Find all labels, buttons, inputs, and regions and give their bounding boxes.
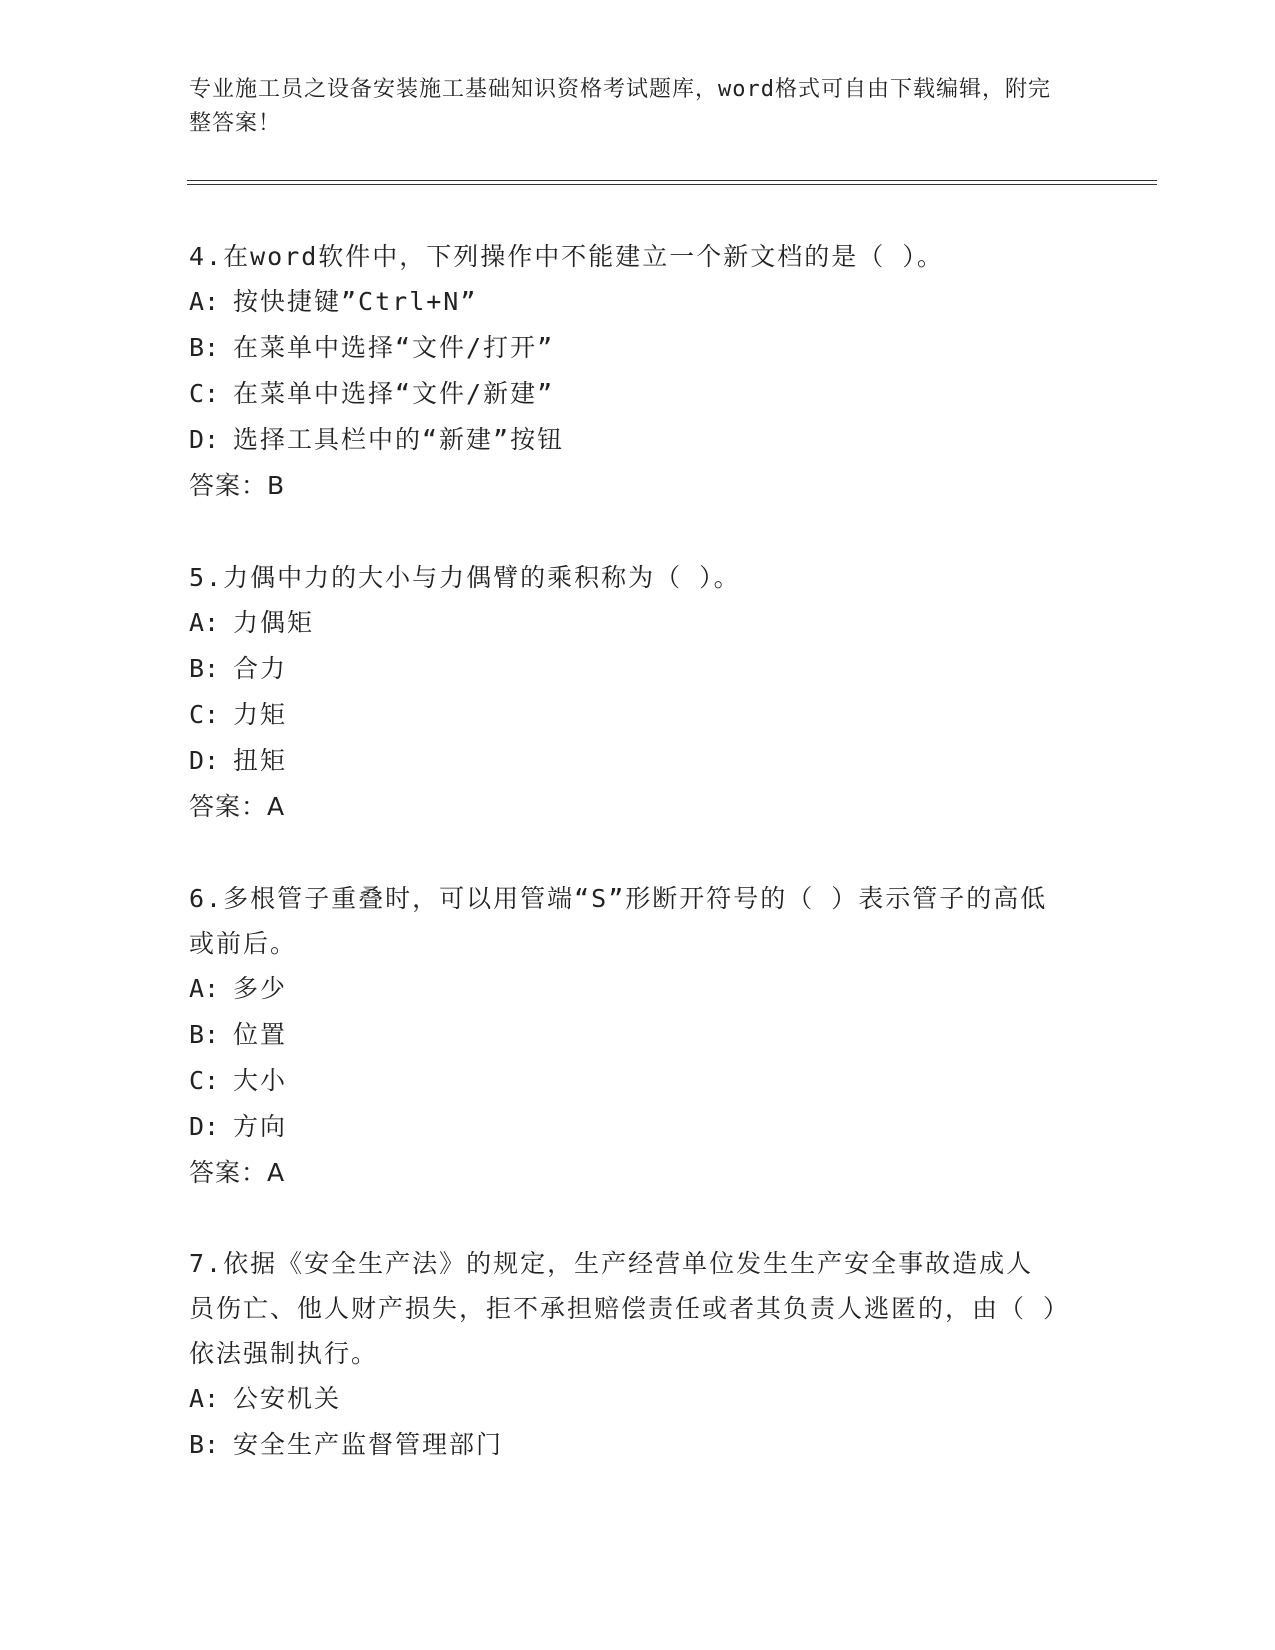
answer-line: 答案：A bbox=[189, 1158, 286, 1187]
option-letter: A: bbox=[189, 287, 220, 316]
option-d bbox=[189, 417, 1059, 463]
option-text: 位置 bbox=[233, 1020, 288, 1049]
question-6 bbox=[189, 876, 1059, 1196]
option-b bbox=[189, 1012, 1059, 1058]
question-stem: 6.多根管子重叠时，可以用管端“S”形断开符号的（ ）表示管子的高低或前后。 bbox=[189, 884, 1048, 958]
option-text: 合力 bbox=[233, 654, 288, 683]
option-text: 扭矩 bbox=[233, 746, 288, 775]
option-letter: B: bbox=[189, 1430, 220, 1459]
option-d bbox=[189, 1104, 1059, 1150]
option-text: 在菜单中选择“文件/打开” bbox=[233, 333, 555, 362]
option-d bbox=[189, 738, 1059, 784]
option-letter: B: bbox=[189, 1020, 220, 1049]
option-text: 多少 bbox=[233, 974, 288, 1003]
option-c bbox=[189, 1058, 1059, 1104]
option-text: 力偶矩 bbox=[233, 608, 315, 637]
option-text: 按快捷键”Ctrl+N” bbox=[233, 287, 478, 316]
answer-line: 答案：B bbox=[189, 471, 286, 500]
option-b bbox=[189, 1422, 1059, 1468]
option-c bbox=[189, 692, 1059, 738]
option-letter: C: bbox=[189, 379, 220, 408]
option-a bbox=[189, 1376, 1059, 1422]
option-a bbox=[189, 279, 1059, 325]
document-header: 专业施工员之设备安装施工基础知识资格考试题库，word格式可自由下载编辑，附完整答案！ bbox=[189, 77, 1051, 136]
option-b bbox=[189, 646, 1059, 692]
option-letter: C: bbox=[189, 1066, 220, 1095]
option-letter: D: bbox=[189, 746, 220, 775]
option-letter: D: bbox=[189, 425, 220, 454]
option-text: 安全生产监督管理部门 bbox=[233, 1430, 504, 1459]
option-a bbox=[189, 600, 1059, 646]
option-b bbox=[189, 325, 1059, 371]
option-letter: A: bbox=[189, 1384, 220, 1413]
option-letter: C: bbox=[189, 700, 220, 729]
option-text: 在菜单中选择“文件/新建” bbox=[233, 379, 555, 408]
option-a bbox=[189, 966, 1059, 1012]
question-5 bbox=[189, 555, 1059, 830]
option-letter: B: bbox=[189, 654, 220, 683]
question-4 bbox=[189, 234, 1059, 509]
option-text: 方向 bbox=[233, 1112, 288, 1141]
option-text: 选择工具栏中的“新建”按钮 bbox=[233, 425, 565, 454]
option-letter: B: bbox=[189, 333, 220, 362]
question-stem: 5.力偶中力的大小与力偶臂的乘积称为（ ）。 bbox=[189, 563, 741, 592]
option-letter: D: bbox=[189, 1112, 220, 1141]
option-text: 公安机关 bbox=[233, 1384, 342, 1413]
option-letter: A: bbox=[189, 974, 220, 1003]
option-c bbox=[189, 371, 1059, 417]
option-letter: A: bbox=[189, 608, 220, 637]
option-text: 大小 bbox=[233, 1066, 288, 1095]
answer-line: 答案：A bbox=[189, 792, 286, 821]
header-divider-top bbox=[187, 180, 1157, 181]
header-divider-bottom bbox=[187, 184, 1157, 185]
question-7 bbox=[189, 1241, 1059, 1468]
question-stem: 4.在word软件中，下列操作中不能建立一个新文档的是（ ）。 bbox=[189, 242, 944, 271]
question-stem: 7.依据《安全生产法》的规定，生产经营单位发生生产安全事故造成人员伤亡、他人财产损失，拒不承担赔偿责任或者其负责人逃匿的，由（ ）依法强制执行。 bbox=[189, 1249, 1058, 1368]
option-text: 力矩 bbox=[233, 700, 288, 729]
